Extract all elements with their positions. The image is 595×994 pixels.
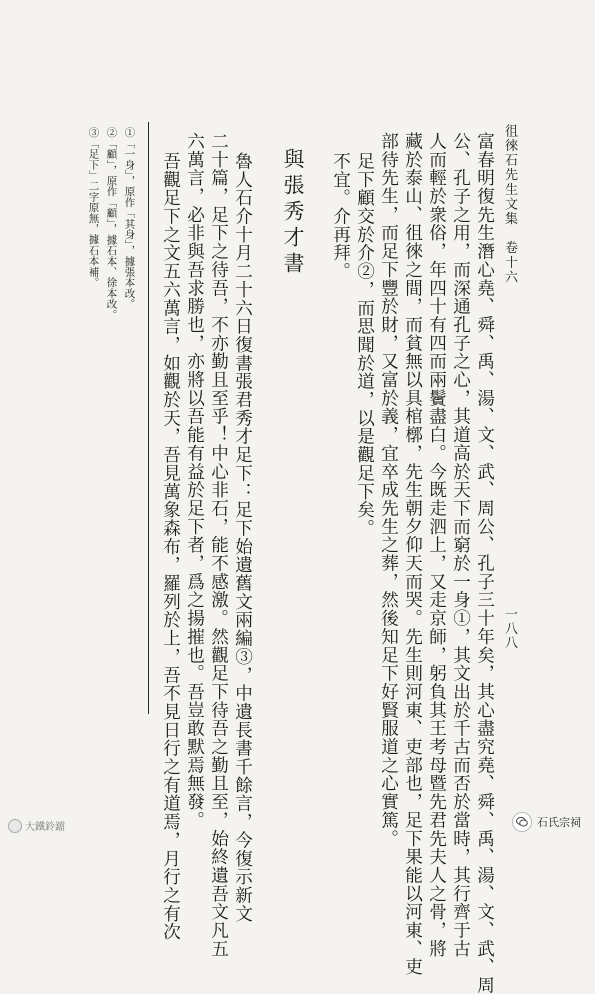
notes-divider bbox=[148, 122, 149, 714]
account-badge[interactable] bbox=[512, 812, 581, 832]
text-column: 吾觀足下之文五六萬言，如觀於天，吾見萬象森布，羅列於上，吾不見日行之有道焉，月行之有次 bbox=[160, 152, 181, 942]
letter-title: 與張秀才書 bbox=[281, 148, 305, 278]
watermark-logo-icon bbox=[8, 819, 22, 833]
text-column: 魯人石介十月二十六日復書張君秀才足下：足下始遺舊文兩編③，中遺長書千餘言，今復示新文 bbox=[232, 152, 253, 923]
account-name: 石氏宗祠 bbox=[537, 816, 581, 829]
text-column: 二十篇，足下之待吾，不亦勤且至乎！中心非石，能不感激。然觀足下待吾之勤且至，始終遺吾文凡五 bbox=[208, 132, 229, 958]
text-column: 不宜。介再拜。 bbox=[330, 152, 351, 281]
watermark-text: 大鐵鈴鐺 bbox=[25, 822, 65, 833]
text-column: 公、孔子之用，而深通孔子之心，其道高於天下而窮於一身①，其文出於千古而否於當時，其行齊于古 bbox=[450, 132, 471, 958]
running-title: 徂徠石先生文集 卷十六 bbox=[502, 124, 517, 285]
footnote: ③「足下」二字原無，據石本補。 bbox=[87, 127, 100, 288]
footnote: ②「顧」，原作「顧」，據石本、徐本改。 bbox=[105, 127, 118, 320]
footnote: ①「一身」，原作「其身」，據張本改。 bbox=[123, 127, 136, 310]
text-column: 藏於泰山、徂徠之間，而貧無以具棺槨，先生朝夕仰天而哭。先生則河東、吏部也，足下果能以河東、吏 bbox=[402, 132, 423, 977]
watermark-left bbox=[8, 818, 65, 833]
wechat-icon bbox=[512, 812, 532, 832]
text-column: 人而輕於衆俗，年四十有四而兩鬢盡白。今既走泗上，又走京師，躬負其王考母暨先君先夫人之骨，將 bbox=[426, 132, 447, 958]
text-column: 足下顧交於介②，而思聞於道，以是觀足下矣。 bbox=[354, 152, 375, 538]
page-number: 一八八 bbox=[502, 607, 517, 651]
text-column: 六萬言，必非與吾求勝也，亦將以吾能有益於足下者，爲之揚摧也。吾豈敢默焉無發。 bbox=[184, 132, 205, 830]
text-column: 部待先生，而足下豐於財，又富於義，宜卒成先生之葬，然後知足下好賢服道之心實篤。 bbox=[378, 132, 399, 848]
text-column: 富春明復先生潛心堯、舜、禹、湯、文、武、周公、孔子三十年矣，其心盡究堯、舜、禹、湯、文、武、周 bbox=[474, 132, 495, 994]
